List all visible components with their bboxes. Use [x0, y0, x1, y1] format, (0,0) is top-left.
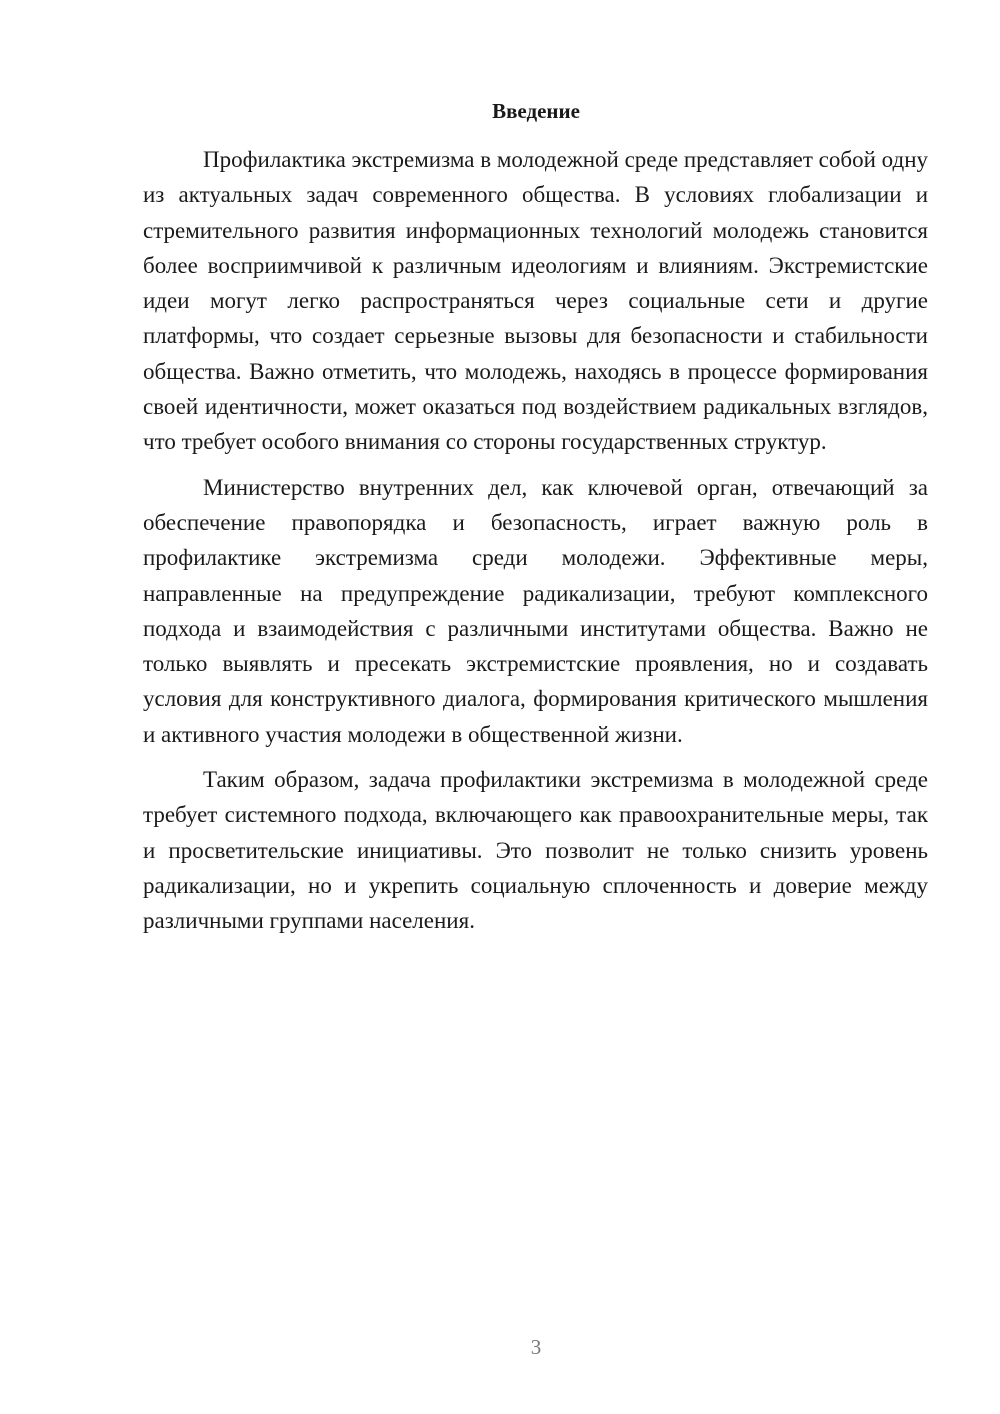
- document-body: [143, 142, 928, 939]
- section-title: Введение: [492, 99, 580, 123]
- paragraph-3: Таким образом, задача профилактики экстремизма в молодежной среде требует системного подхода, включающего как правоохранительные меры, так и просветительские инициативы. Это позволит не только снизить уровень радикализации, но и укрепить социальную сплоченность и доверие между различными группами населения.: [143, 767, 928, 934]
- paragraph-1: Профилактика экстремизма в молодежной среде представляет собой одну из актуальных задач современного общества. В условиях глобализации и стремительного развития информационных технологий молодежь становится более восприимчивой к различным идеологиям и влияниям. Экстремистские идеи могут легко распространяться через социальные сети и другие платформы, что создает серьезные вызовы для безопасности и стабильности общества. Важно отметить, что молодежь, находясь в процессе формирования своей идентичности, может оказаться под воздействием радикальных взглядов, что требует особого внимания со стороны государственных структур.: [143, 147, 928, 455]
- paragraph-2: Министерство внутренних дел, как ключевой орган, отвечающий за обеспечение правопорядка и безопасность, играет важную роль в профилактике экстремизма среди молодежи. Эффективные меры, направленные на предупреждение радикализации, требуют комплексного подхода и взаимодействия с различными институтами общества. Важно не только выявлять и пресекать экстремистские проявления, но и создавать условия для конструктивного диалога, формирования критического мышления и активного участия молодежи в общественной жизни.: [143, 474, 928, 747]
- page-number: 3: [530, 1335, 542, 1359]
